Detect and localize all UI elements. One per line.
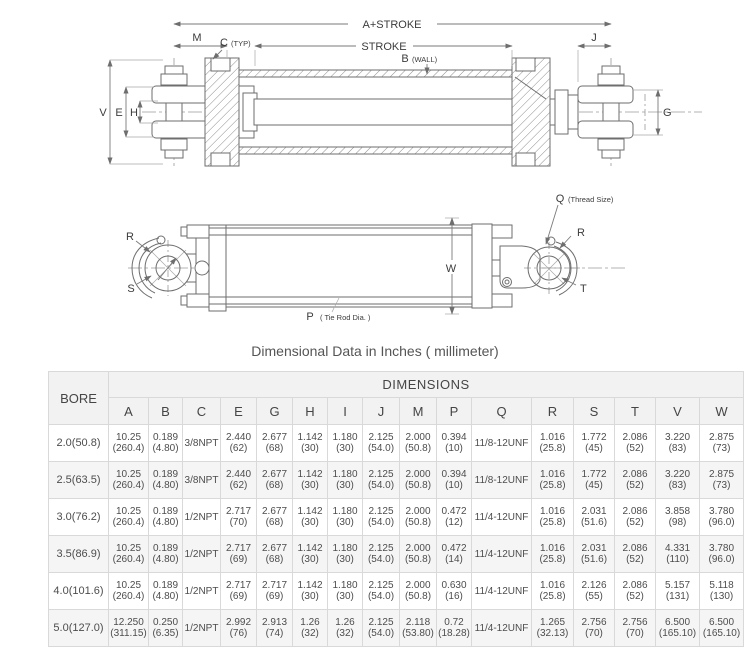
dimension-value: 2.086 (52) [615,536,656,573]
bore-header: BORE [49,372,109,425]
dim-label-e: E [115,107,123,119]
dimension-value: 6.500 (165.10) [656,610,700,647]
dimension-value: 2.440 (62) [221,425,257,462]
dimension-value: 1.180 (30) [328,536,363,573]
dimension-value: 0.189 (4.80) [149,573,183,610]
dimension-value: 1.180 (30) [328,499,363,536]
dim-a-plus-stroke [174,19,611,31]
dimension-value: 2.756 (70) [615,610,656,647]
column-header: H [293,398,328,425]
dimension-value: 2.125 (54.0) [363,499,400,536]
dimension-value: 3.220 (83) [656,425,700,462]
dimension-value: 5.157 (131) [656,573,700,610]
dimension-value: 2.677 (68) [257,425,293,462]
dim-label-p: P [306,311,314,323]
dimension-value: 1.016 (25.8) [532,425,574,462]
dimension-value: 2.756 (70) [574,610,615,647]
dimension-value: 2.125 (54.0) [363,573,400,610]
dimension-value: 3.858 (98) [656,499,700,536]
table-body [49,425,744,647]
dimension-value: 2.717 (69) [257,573,293,610]
dimension-value: 2.875 (73) [700,425,744,462]
dim-g [633,90,672,135]
dimensions-table [48,371,744,647]
column-header: J [363,398,400,425]
dim-label-b: B [401,53,409,65]
dimension-value: 0.189 (4.80) [149,425,183,462]
dimension-value: 0.630 (16) [437,573,472,610]
dimension-value: 1.016 (25.8) [532,499,574,536]
dimension-value: 0.189 (4.80) [149,536,183,573]
dimension-value: 2.000 (50.8) [400,425,437,462]
barrel-top-wall [239,70,512,77]
dimension-value: 2.000 (50.8) [400,573,437,610]
column-header: M [400,398,437,425]
dimension-value: 1/2NPT [183,573,221,610]
dimension-value: 2.992 (76) [221,610,257,647]
dimension-value: 1.772 (45) [574,462,615,499]
table-row [49,499,744,536]
dimension-value: 2.125 (54.0) [363,425,400,462]
table-row [49,573,744,610]
bore-value: 2.5(63.5) [49,462,109,499]
dim-label-s: S [127,283,135,295]
dimension-value: 1.016 (25.8) [532,462,574,499]
table-title: Dimensional Data in Inches ( millimeter) [251,343,499,359]
dim-label-m: M [192,32,202,44]
dimension-value: 1.142 (30) [293,573,328,610]
dimension-value: 1.142 (30) [293,499,328,536]
dimension-value: 10.25 (260.4) [109,425,149,462]
dimension-value: 11/4-12UNF [472,610,532,647]
dim-label-c: C [220,37,228,49]
dimension-value: 0.472 (12) [437,499,472,536]
right-clevis-plan [500,237,580,295]
dimension-value: 2.086 (52) [615,425,656,462]
dimension-value: 1.180 (30) [328,573,363,610]
right-head [512,58,550,166]
column-header-row [49,398,744,425]
dimension-value: 5.118 (130) [700,573,744,610]
dimension-value: 12.250 (311.15) [109,610,149,647]
rod-coupler [555,90,578,134]
dimension-value: 3/8NPT [183,462,221,499]
dimension-value: 0.72 (18.28) [437,610,472,647]
bore-value: 4.0(101.6) [49,573,109,610]
dim-label-q-note: (Thread Size) [568,195,614,204]
table-row [49,462,744,499]
dimension-value: 1.26 (32) [328,610,363,647]
column-header: P [437,398,472,425]
dimension-value: 3/8NPT [183,425,221,462]
dimension-value: 2.913 (74) [257,610,293,647]
column-header: T [615,398,656,425]
column-header: G [257,398,293,425]
dimension-value: 2.086 (52) [615,573,656,610]
dimension-value: 1.26 (32) [293,610,328,647]
dimension-value: 2.000 (50.8) [400,499,437,536]
dimension-value: 1.772 (45) [574,425,615,462]
dim-label-stroke: STROKE [361,41,407,53]
dimension-value: 4.331 (110) [656,536,700,573]
dimension-value: 0.394 (10) [437,425,472,462]
dimension-value: 2.086 (52) [615,462,656,499]
column-header: R [532,398,574,425]
dimension-value: 1.016 (25.8) [532,536,574,573]
dimension-value: 10.25 (260.4) [109,536,149,573]
table-row [49,610,744,647]
cylinder-plan-view-drawing [0,188,750,340]
dimension-value: 11/8-12UNF [472,462,532,499]
dimension-value: 2.440 (62) [221,462,257,499]
dimension-value: 1.142 (30) [293,425,328,462]
dimension-value: 2.875 (73) [700,462,744,499]
dimension-value: 2.125 (54.0) [363,536,400,573]
dim-label-t: T [580,283,587,295]
dim-stroke [255,41,512,66]
dimension-value: 1/2NPT [183,610,221,647]
cylinder-side-section-drawing [0,0,750,192]
column-header: S [574,398,615,425]
table-row [49,536,744,573]
dim-label-r-left: R [126,231,134,243]
bore-value: 3.0(76.2) [49,499,109,536]
column-header: B [149,398,183,425]
dim-label-b-note: (WALL) [412,55,438,64]
dimension-value: 3.220 (83) [656,462,700,499]
bore-value: 5.0(127.0) [49,610,109,647]
dimension-value: 11/4-12UNF [472,536,532,573]
dimension-value: 10.25 (260.4) [109,462,149,499]
dimension-value: 2.125 (54.0) [363,462,400,499]
dimension-value: 0.250 (6.35) [149,610,183,647]
dimension-value: 0.189 (4.80) [149,462,183,499]
dimension-value: 2.126 (55) [574,573,615,610]
dimension-value: 2.677 (68) [257,536,293,573]
dimensions-header: DIMENSIONS [109,372,744,398]
dim-label-p-note: ( Tie Rod Dia. ) [320,313,371,322]
barrel-plan [226,225,472,307]
dim-label-w: W [445,263,457,275]
callout-c-typ [213,37,251,59]
dimension-value: 2.125 (54.0) [363,610,400,647]
dimension-value: 6.500 (165.10) [700,610,744,647]
dimension-value: 0.189 (4.80) [149,499,183,536]
dim-label-g: G [663,107,672,119]
column-header: Q [472,398,532,425]
table-row [49,425,744,462]
bore-value: 3.5(86.9) [49,536,109,573]
dim-label-r-right: R [577,227,585,239]
dim-label-v: V [99,107,107,119]
dimension-value: 2.717 (69) [221,573,257,610]
dim-label-q: Q [555,193,565,205]
dimension-value: 2.031 (51.6) [574,536,615,573]
dimension-value: 1.180 (30) [328,462,363,499]
dim-label-h: H [130,107,138,119]
dim-label-j: J [591,32,597,44]
dimension-value: 0.394 (10) [437,462,472,499]
column-header: V [656,398,700,425]
dimension-value: 3.780 (96.0) [700,499,744,536]
dimension-value: 11/4-12UNF [472,499,532,536]
column-header: W [700,398,744,425]
dimension-value: 2.000 (50.8) [400,462,437,499]
dimension-value: 1/2NPT [183,536,221,573]
column-header: E [221,398,257,425]
dimension-value: 10.25 (260.4) [109,573,149,610]
dimension-value: 1.142 (30) [293,462,328,499]
column-header: I [328,398,363,425]
dimension-value: 1.142 (30) [293,536,328,573]
column-header: C [183,398,221,425]
dimension-value: 1/2NPT [183,499,221,536]
dimension-value: 2.118 (53.80) [400,610,437,647]
dimension-value: 11/4-12UNF [472,573,532,610]
barrel-bottom-wall [239,147,512,154]
dimension-value: 1.180 (30) [328,425,363,462]
dimension-value: 2.677 (68) [257,499,293,536]
dimension-value: 3.780 (96.0) [700,536,744,573]
dimension-value: 2.031 (51.6) [574,499,615,536]
dimension-value: 2.000 (50.8) [400,536,437,573]
dimension-value: 1.265 (32.13) [532,610,574,647]
column-header: A [109,398,149,425]
dim-label-c-note: (TYP) [231,39,251,48]
dimension-value: 2.717 (70) [221,499,257,536]
callout-r-left [126,231,150,252]
dimension-value: 2.717 (69) [221,536,257,573]
bore-value: 2.0(50.8) [49,425,109,462]
dimension-value: 1.016 (25.8) [532,573,574,610]
dim-label-a-stroke: A+STROKE [362,19,422,31]
dimension-value: 2.086 (52) [615,499,656,536]
dimension-value: 0.472 (14) [437,536,472,573]
dimension-value: 10.25 (260.4) [109,499,149,536]
dimension-value: 11/8-12UNF [472,425,532,462]
dimension-value: 2.677 (68) [257,462,293,499]
